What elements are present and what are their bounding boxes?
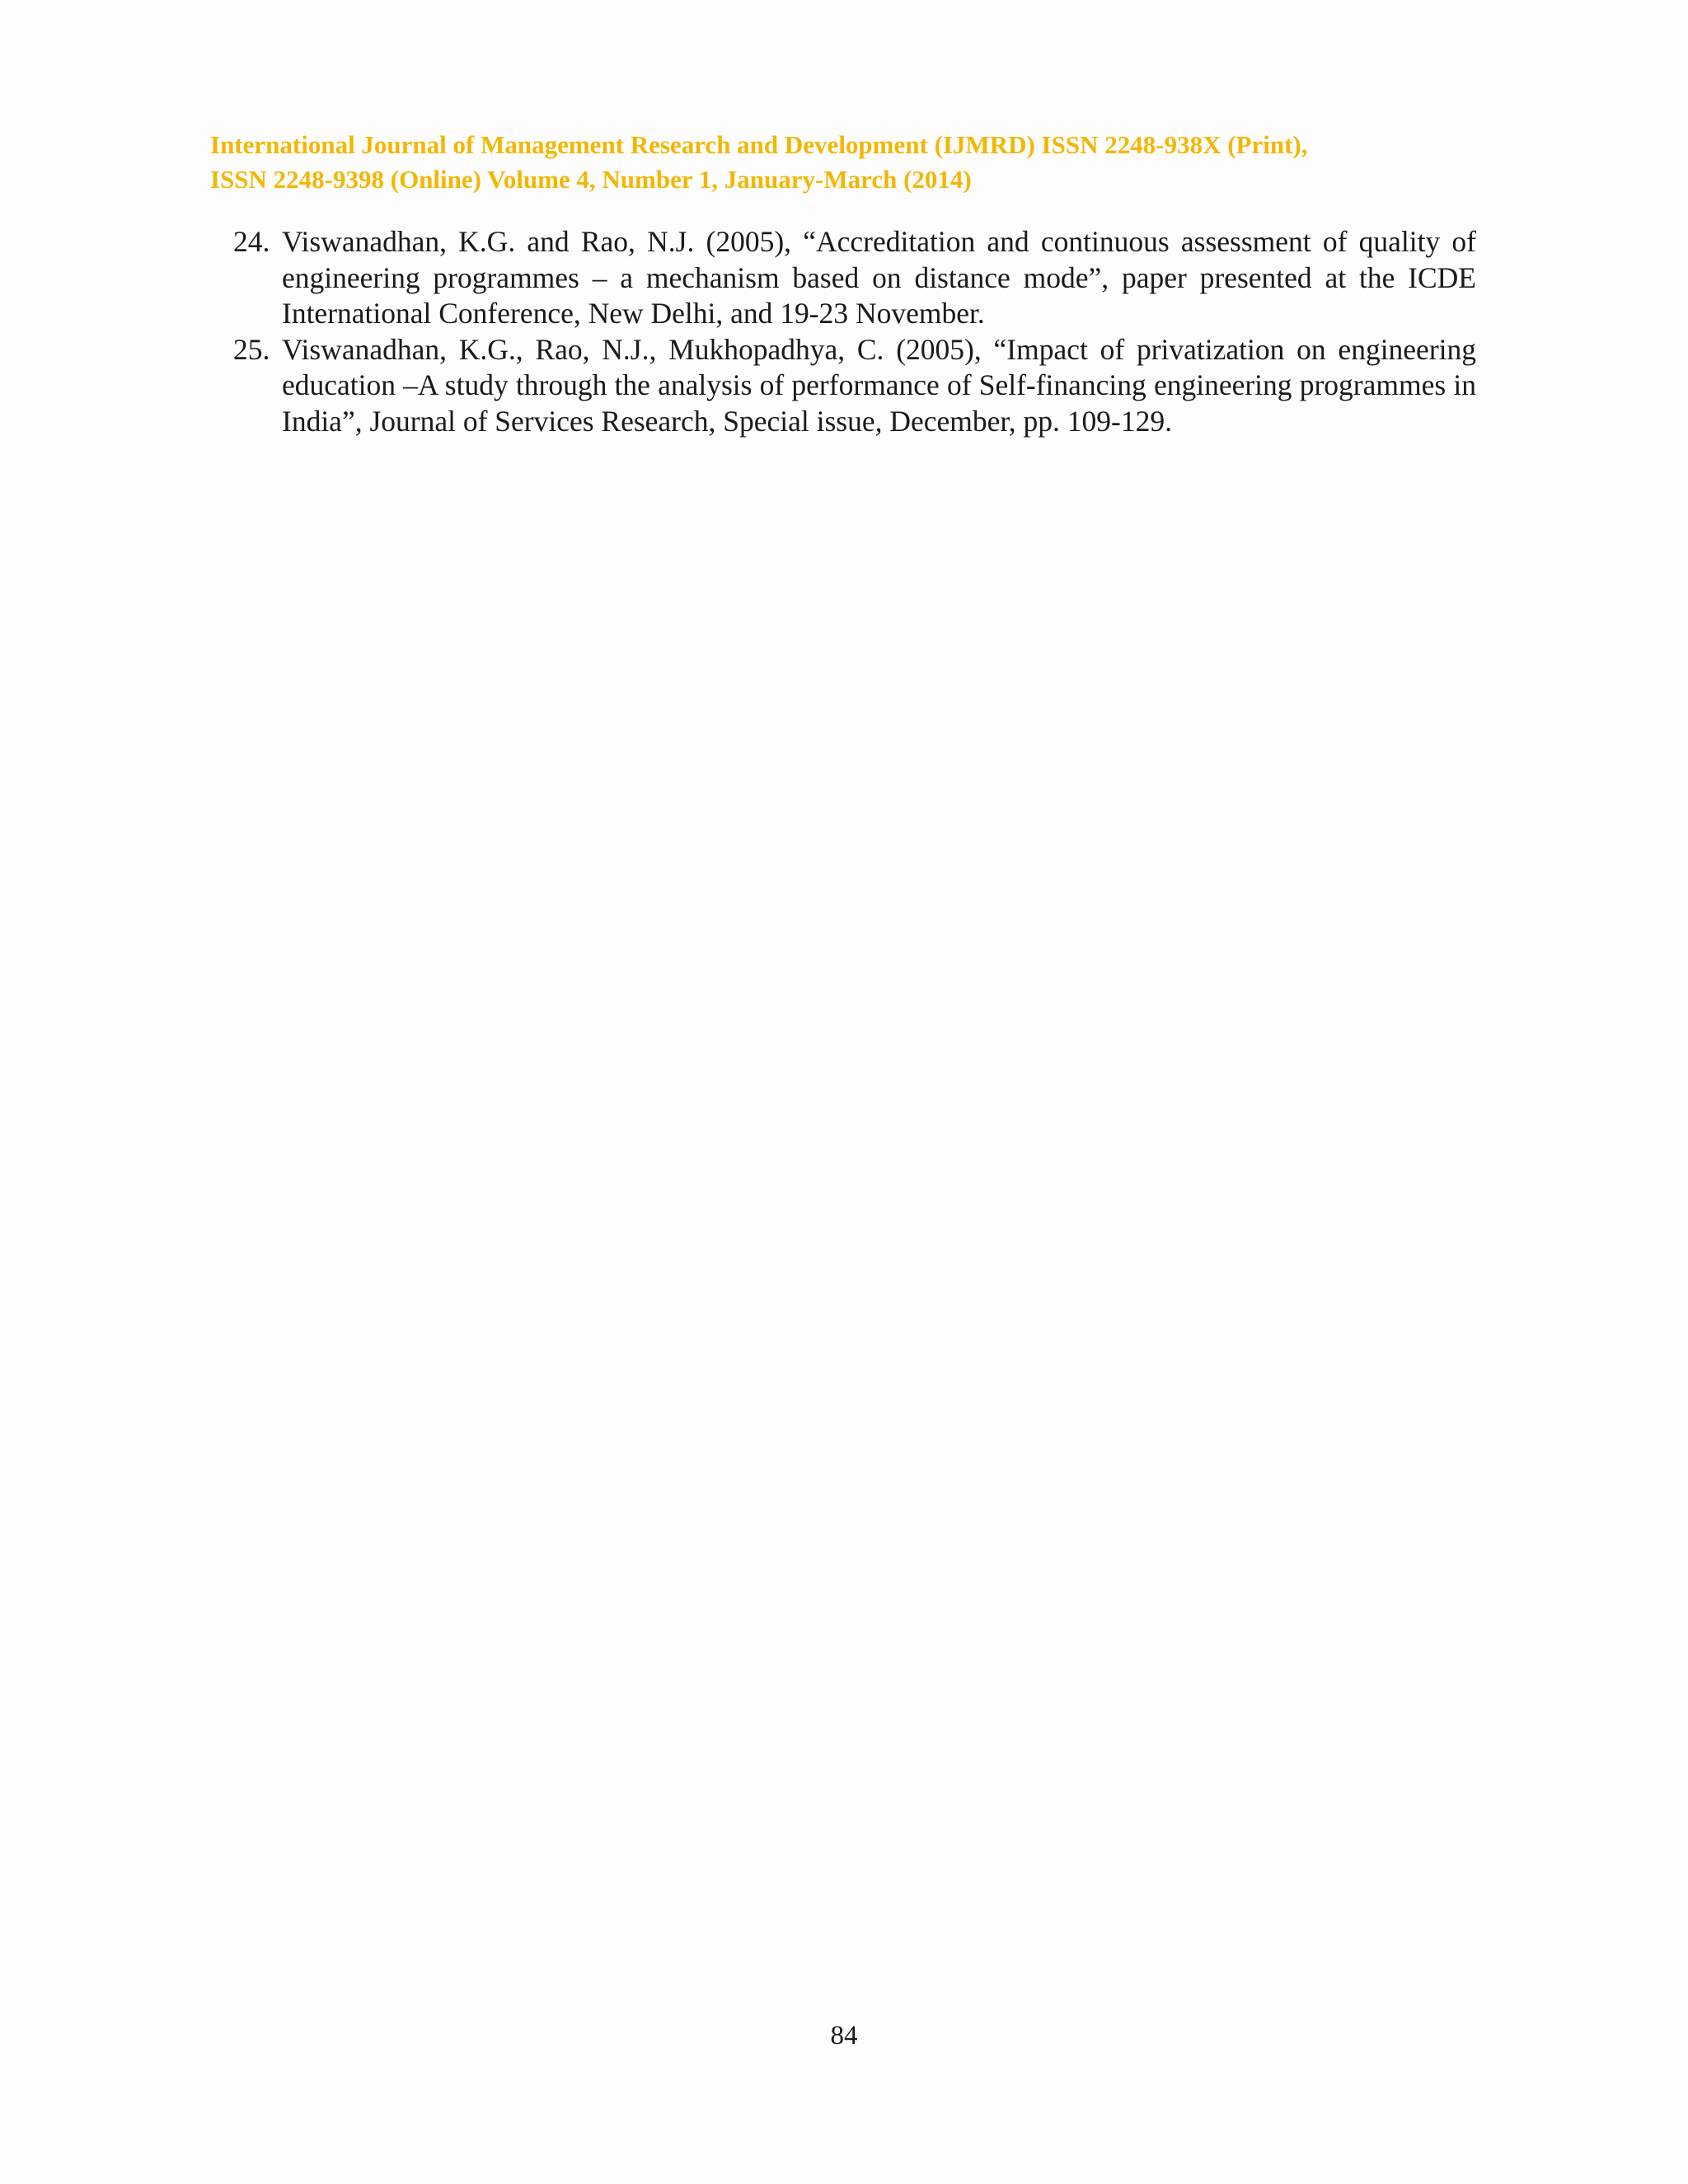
page-number: 84 <box>830 2021 858 2050</box>
reference-text: Viswanadhan, K.G. and Rao, N.J. (2005), “Accreditation and continuous assessment of quality of engineering programmes – a mechanism based on distance mode”, paper presented at the ICDE International Conference, New Delhi, and 19-23 November. <box>282 225 1476 330</box>
journal-header-line-1: International Journal of Management Research and Development (IJMRD) ISSN 2248-938X (Print), <box>210 130 1308 159</box>
reference-number: 24. <box>233 225 270 258</box>
journal-header-line-2: ISSN 2248-9398 (Online) Volume 4, Number 1, January-March (2014) <box>210 165 972 194</box>
reference-item-24 <box>233 224 1476 332</box>
reference-number: 25. <box>233 332 270 366</box>
journal-header <box>210 128 1496 197</box>
reference-list <box>233 224 1476 439</box>
reference-item-25 <box>233 332 1476 440</box>
reference-text: Viswanadhan, K.G., Rao, N.J., Mukhopadhya, C. (2005), “Impact of privatization on engineering education –A study through the analysis of performance of Self-financing engineering programmes in India”, Journal of Services Research, Special issue, December, pp. 109-129. <box>282 332 1476 438</box>
